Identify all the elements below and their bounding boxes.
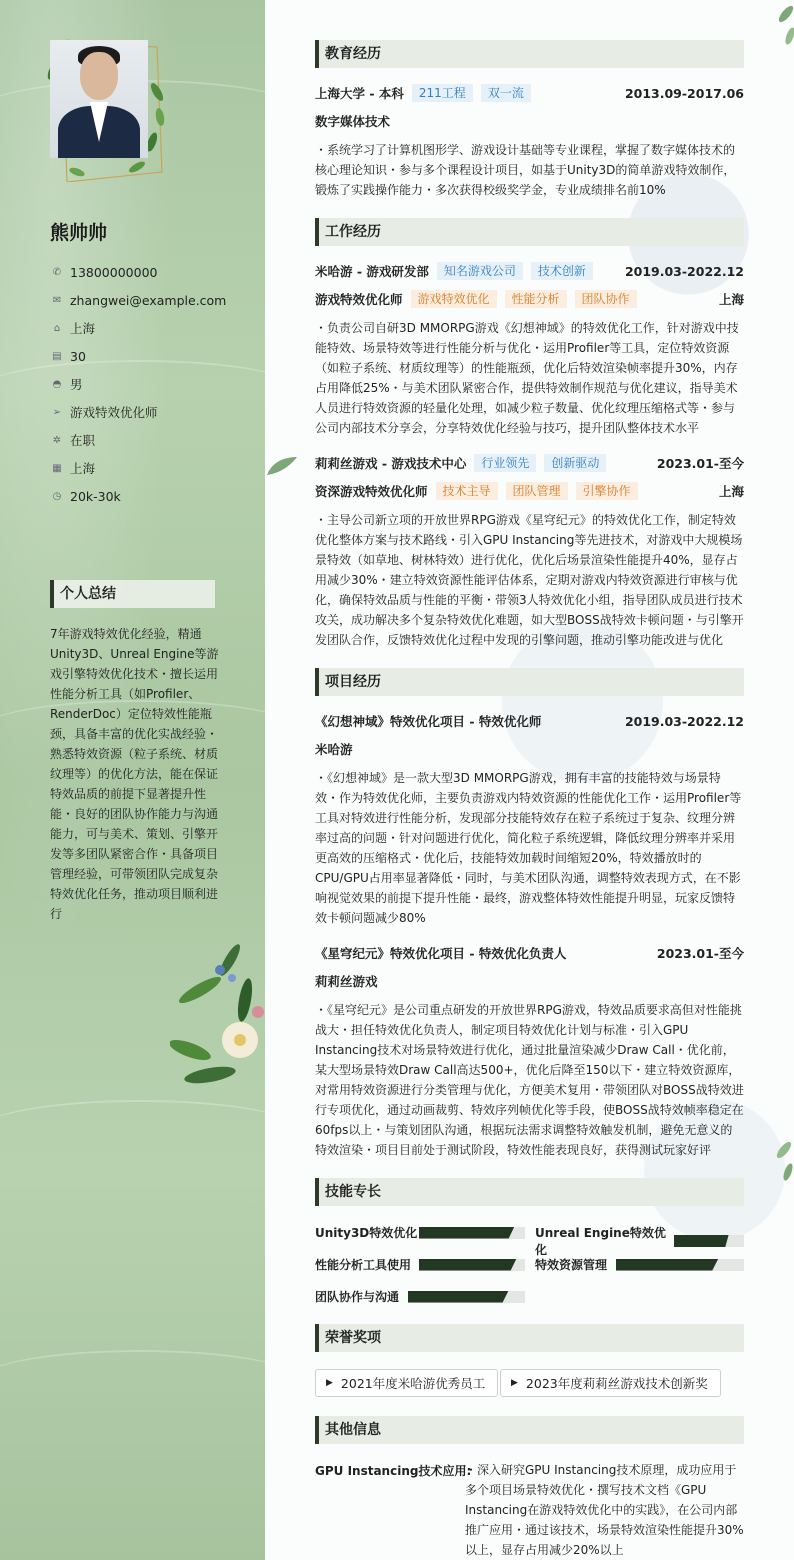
skill-bar-fill [674,1235,729,1247]
project-name: 《幻想神域》特效优化项目 - 特效优化师 [315,714,542,729]
info-row-age [50,342,226,370]
project-org: 米哈游 [315,742,353,757]
avatar [50,40,148,158]
skill-bar [674,1235,744,1247]
work-title: 工作经历 [315,218,744,246]
company-tag: 知名游戏公司 [437,262,523,280]
skill-bar [616,1259,744,1271]
skill-bar [419,1259,525,1271]
info-row-phone [50,258,226,286]
skill-item [315,1224,525,1241]
job-period: 2023.01-至今 [656,456,744,471]
education-desc: ・系统学习了计算机图形学、游戏设计基础等专业课程，掌握了数字媒体技术的核心理论知识・参与多个课程设计项目，如基于Unity3D的简单游戏特效制作，锻炼了实践操作能力・多次获得校级奖学金，专业成绩排名前10% [315,143,736,197]
summary-title: 个人总结 [50,580,215,608]
project-period: 2023.01-至今 [656,946,744,961]
skill-name: Unity3D特效优化 [315,1226,418,1240]
email-text: zhangwei@example.com [70,292,227,308]
skill-bar-fill [419,1259,517,1271]
info-row-target-city [50,454,226,482]
education-header [315,84,744,102]
home-icon: ⌂ [53,322,61,334]
info-row-location [50,314,226,342]
project-desc: ・《星穹纪元》是公司重点研发的开放世界RPG游戏，特效品质要求高但对性能挑战大・担任特效优化负责人，制定项目特效优化计划与标准・引入GPU Instancing技术对场景特效进行优化，通过批量渲染减少Draw Call・优化前，某大型场景特效Draw Call高达500+，优化后降至150以下・建立特效资源库，对常用特效资源进行分类管理与优化，方便美术复用・带领团队对BOSS战特效进行专项优化，通过动画裁剪、特效序列帧优化等手段，使BOSS战特效帧率稳定在60fps以上・与策划团队沟通，根据玩法需求调整特效触发机制，避免无意义的特效渲染・项目目前处于测试阶段，特效性能表现良好，获得测试玩家好评 [315,1003,744,1157]
project-name: 《星穹纪元》特效优化项目 - 特效优化负责人 [315,946,567,961]
major: 数字媒体技术 [315,114,391,129]
gender-icon: ◓ [52,378,62,390]
status-text: 在职 [70,433,96,448]
company-tag: 创新驱动 [544,454,606,472]
company-tag: 技术创新 [531,262,593,280]
target-city-text: 上海 [70,461,96,476]
salary-text: 20k-30k [70,488,121,504]
role-tag: 性能分析 [505,290,567,308]
company-name: 莉莉丝游戏 - 游戏技术中心 [315,456,467,471]
status-icon: ✲ [52,434,62,446]
send-icon: ➢ [52,406,62,418]
job-role: 资深游戏特效优化师 [315,484,428,499]
project-desc: ・《幻想神域》是一款大型3D MMORPG游戏，拥有丰富的技能特效与场景特效・作为特效优化师，主要负责游戏内特效资源的性能优化工作・运用Profiler等工具对特效进行性能分析，发现部分技能特效存在粒子系统过于复杂、纹理分辨率过高的问题・针对问题进行优化，简化粒子系统逻辑，降低纹理分辨率并采用更高效的压缩格式・优化后，技能特效加载时间缩短20%，特效播放时的CPU/GPU占用率显著降低・同时，与美术团队沟通，调整特效表现方式，在不影响视觉效果的前提下提升性能・最终，游戏整体特效性能提升明显，玩家反馈特效卡顿问题减少80% [315,771,742,925]
phone-text: 13800000000 [70,264,158,280]
skill-name: 特效资源管理 [535,1258,608,1272]
award-text: 2021年度米哈游优秀员工 [340,1376,486,1391]
summary-text: 7年游戏特效优化经验，精通Unity3D、Unreal Engine等游戏引擎特效优化技术・擅长运用性能分析工具（如Profiler、RenderDoc）定位特效性能瓶颈，具备丰富的优化实战经验・熟悉特效资源（粒子系统、材质纹理等）的优化方法，能在保证特效品质的前提下显著提升性能・良好的团队协作能力与沟通能力，可与美术、策划、引擎开发等多团队紧密合作・具备项目管理经验，可带领团队完成复杂特效优化任务，推动项目顺利进行 [50,627,219,921]
target-job-text: 游戏特效优化师 [70,405,158,420]
job-city: 上海 [718,292,744,307]
project-org-row [315,740,744,758]
skill-name: Unreal Engine特效优化 [535,1226,666,1257]
project-org-row [315,972,744,990]
profile-info [50,258,226,510]
job-role: 游戏特效优化师 [315,292,403,307]
skill-bar-fill [616,1259,718,1271]
project-org: 莉莉丝游戏 [315,974,378,989]
role-tag: 团队管理 [506,482,568,500]
award-badge [315,1369,498,1397]
flower-decoration [170,930,265,1090]
skill-name: 团队协作与沟通 [315,1290,400,1304]
school-tag: 211工程 [412,84,473,102]
building-icon: ▦ [52,462,62,474]
skill-bar-fill [408,1291,509,1303]
role-tag: 技术主导 [436,482,498,500]
award-badge [500,1369,721,1397]
job-desc: ・主导公司新立项的开放世界RPG游戏《星穹纪元》的特效优化工作，制定特效优化整体方案与技术路线・引入GPU Instancing等先进技术，对游戏中大规模场景特效（如草地、树林特效）进行优化，优化后场景渲染性能提升40%，显存占用减少30%・建立特效资源性能评估体系，定期对游戏内特效资源进行审核与优化，确保特效品质与性能的平衡・带领3人特效优化小组，指导团队成员进行技术攻关，成功解决多个复杂特效优化难题，如大型BOSS战特效卡顿问题・与引擎开发团队合作，反馈特效优化过程中发现的引擎问题，推动引擎功能改进与优化 [315,513,744,647]
info-row-target-job [50,398,226,426]
education-title: 教育经历 [315,40,744,68]
project-header [315,944,744,962]
school-tag: 双一流 [481,84,531,102]
age-text: 30 [70,348,86,364]
skills-title: 技能专长 [315,1178,744,1206]
other-text: ・深入研究GPU Instancing技术原理，成功应用于多个项目场景特效优化・撰写技术文档《GPU Instancing在游戏特效优化中的实践》，在公司内部推广应用・通过该技术，场景特效渲染性能提升30%以上，显存占用减少20%以上 [465,1463,744,1557]
job-role-row [315,482,744,500]
role-tag: 团队协作 [575,290,637,308]
skill-item [535,1224,744,1258]
gender-text: 男 [70,377,83,392]
education-period: 2013.09-2017.06 [624,85,744,101]
salary-icon: ◷ [52,490,62,502]
phone-icon: ✆ [52,266,62,278]
triangle-icon: ▶ [511,1378,518,1388]
project-period: 2019.03-2022.12 [624,713,744,729]
skill-bar [419,1227,525,1239]
skill-bar-fill [419,1227,514,1239]
info-row-gender [50,370,226,398]
other-title: 其他信息 [315,1416,744,1444]
skill-name: 性能分析工具使用 [315,1258,412,1272]
corner-leaf-decoration [754,0,794,60]
mail-icon: ✉ [52,294,62,306]
decorative-wave [0,1100,265,1160]
job-city: 上海 [718,484,744,499]
role-tag: 引擎协作 [576,482,638,500]
job-desc: ・负责公司自研3D MMORPG游戏《幻想神域》的特效优化工作，针对游戏中技能特效、场景特效等进行性能分析与优化・运用Profiler等工具，定位特效资源（如粒子系统、材质纹理等）的性能瓶颈，优化后特效渲染帧率提升30%，内存占用降低25%・与美术团队紧密合作，提供特效制作规范与优化建议，指导美术人员进行特效资源的轻量化处理，如减少粒子数量、优化纹理压缩格式等・参与公司内部技术分享会，分享特效优化经验与技巧，提升团队整体技术水平 [315,321,739,435]
skill-bar [408,1291,525,1303]
sidebar [0,0,265,1560]
info-row-salary [50,482,226,510]
award-text: 2023年度莉莉丝游戏技术创新奖 [525,1376,708,1391]
job-header [315,454,744,472]
skill-item [535,1256,744,1273]
school-name: 上海大学 - 本科 [315,86,404,101]
corner-leaf-decoration [754,1130,794,1190]
info-row-status [50,426,226,454]
triangle-icon: ▶ [326,1378,333,1388]
awards-title: 荣誉奖项 [315,1324,744,1352]
company-name: 米哈游 - 游戏研发部 [315,264,429,279]
projects-title: 项目经历 [315,668,744,696]
company-tag: 行业领先 [474,454,536,472]
education-major-row [315,112,744,130]
main-content [265,0,794,1560]
leaf-decoration [265,455,299,477]
project-header [315,712,744,730]
location-text: 上海 [70,321,96,336]
age-icon: ▤ [52,350,62,362]
profile-name: 熊帅帅 [50,222,108,244]
skill-item [315,1256,525,1273]
info-row-email [50,286,226,314]
job-period: 2019.03-2022.12 [624,263,744,279]
decorative-wave [0,1350,265,1410]
role-tag: 游戏特效优化 [411,290,497,308]
other-label: GPU Instancing技术应用: [315,1464,472,1478]
job-role-row [315,290,744,308]
job-header [315,262,744,280]
skill-item [315,1288,525,1305]
